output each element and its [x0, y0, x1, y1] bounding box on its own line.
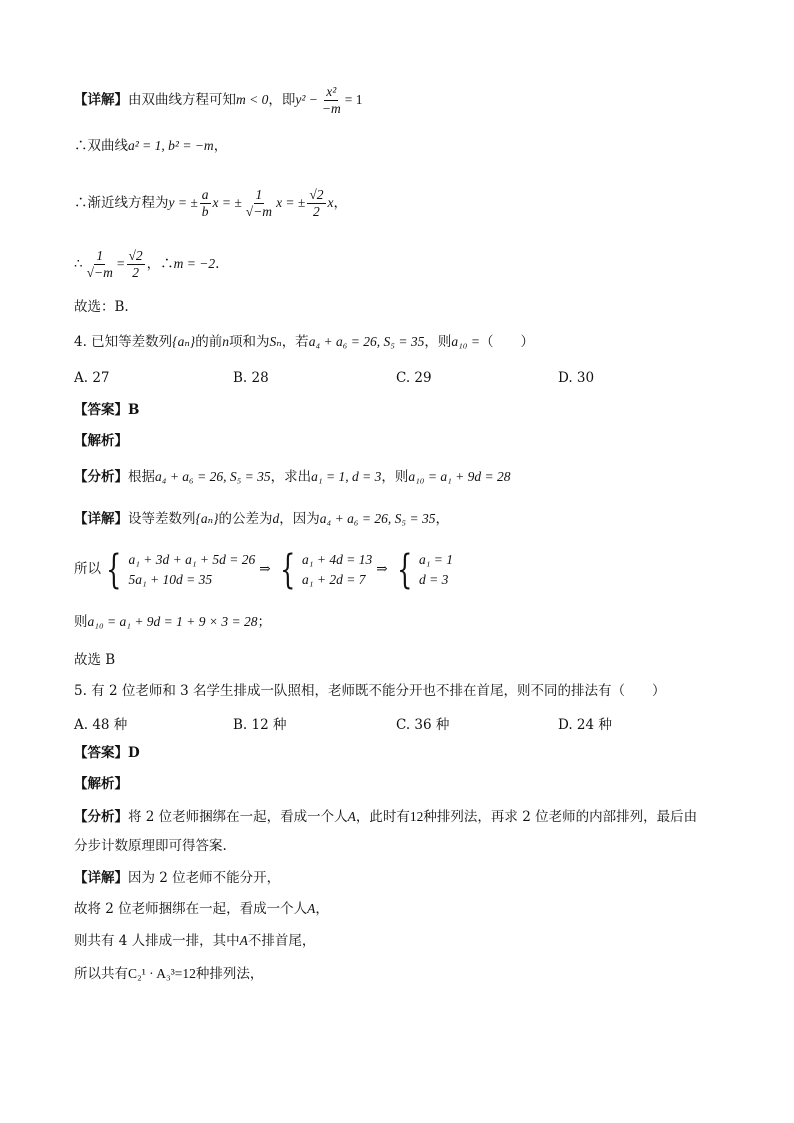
- q4-xiangjie: 【详解】设等差数列{aₙ}的公差为d，因为a₄ + a₆ = 26, S₅ = 35，: [74, 511, 449, 527]
- q5-fenxi-line1: 【分析】将 2 位老师捆绑在一起，看成一个人A，此时有12种排列法，再求 2 位老师的内部排列，最后由: [74, 809, 698, 825]
- q4-system: 所以 { a₁ + 3d + a₁ + 5d = 26 5a₁ + 10d = 35 ⇒ { a₁ + 4d = 13 a₁ + 2d = 7 ⇒ { a₁ = 1 d = 3: [74, 546, 454, 593]
- detail-tag: 【详解】: [74, 92, 128, 108]
- q5-option-b: B. 12 种: [233, 717, 287, 733]
- q5-xiangjie-line2: 故将 2 位老师捆绑在一起，看成一个人A，: [74, 901, 329, 917]
- fraction: $\frac{√2}{2}$: [309, 187, 324, 219]
- q4-option-c: C. 29: [396, 370, 432, 386]
- q4-choice: 故选 B: [74, 652, 116, 668]
- q3-choice: 故选：B.: [74, 299, 129, 315]
- q5-stem: 5. 有 2 位老师和 3 名学生排成一队照相，老师既不能分开也不排在首尾，则不同的排法有（ ）: [74, 683, 666, 699]
- equation-system: { a₁ = 1 d = 3: [396, 546, 454, 593]
- q4-option-b: B. 28: [233, 370, 269, 386]
- q3-detail-line1: 【详解】由双曲线方程可知m < 0，即y² − $\frac{\text{x²}}{-m}$ = 1: [74, 84, 363, 116]
- q5-option-a: A. 48 种: [74, 717, 128, 733]
- q4-option-a: A. 27: [74, 370, 110, 386]
- q5-xiangjie-line4: 所以共有C₂¹ · A₃³=12种排列法，: [74, 966, 264, 982]
- fraction: $\frac{√2}{2}$: [128, 248, 143, 280]
- q5-answer: 【答案】D: [74, 745, 140, 761]
- q3-detail-line2: ∴双曲线a² = 1, b² = −m，: [74, 138, 228, 154]
- q3-detail-line3: ∴渐近线方程为y = ± $\frac{a}{b}$ x = ± $\frac{1}{√-m}$ x = ± $\frac{√2}{2}$ x，: [74, 187, 347, 219]
- q5-xiangjie-line3: 则共有 4 人排成一排，其中A不排首尾，: [74, 933, 316, 949]
- fraction: $\frac{1}{√-m}$: [245, 187, 273, 219]
- q5-analysis-label: 【解析】: [74, 776, 128, 792]
- q4-option-d: D. 30: [558, 370, 595, 386]
- q5-fenxi-line2: 分步计数原理即可得答案.: [74, 838, 227, 854]
- q4-answer: 【答案】B: [74, 402, 140, 418]
- q4-fenxi: 【分析】根据a₄ + a₆ = 26, S₅ = 35，求出a₁ = 1, d = 3，则a₁₀ = a₁ + 9d = 28: [74, 469, 511, 485]
- q4-analysis-label: 【解析】: [74, 433, 128, 449]
- equation-system: { a₁ + 3d + a₁ + 5d = 26 5a₁ + 10d = 35: [106, 546, 256, 593]
- q5-option-c: C. 36 种: [396, 717, 450, 733]
- q5-option-d: D. 24 种: [558, 717, 612, 733]
- fraction: $\frac{\text{x²}}{-m}$: [321, 84, 341, 116]
- q4-stem: 4. 已知等差数列{aₙ}的前n项和为Sₙ，若a₄ + a₆ = 26, S₅ = 35，则a₁₀ =（ ）: [74, 334, 534, 350]
- fraction: $\frac{1}{√-m}$: [86, 248, 113, 280]
- equation-system: { a₁ + 4d = 13 a₁ + 2d = 7: [279, 546, 373, 593]
- q3-detail-line4: ∴ $\frac{1}{√-m}$ = $\frac{√2}{2}$ ，∴m = −2.: [74, 248, 220, 280]
- fraction: $\frac{a}{b}$: [201, 187, 209, 219]
- q4-result: 则a₁₀ = a₁ + 9d = 1 + 9 × 3 = 28；: [74, 614, 271, 630]
- q5-xiangjie-line1: 【详解】因为 2 位老师不能分开，: [74, 870, 281, 886]
